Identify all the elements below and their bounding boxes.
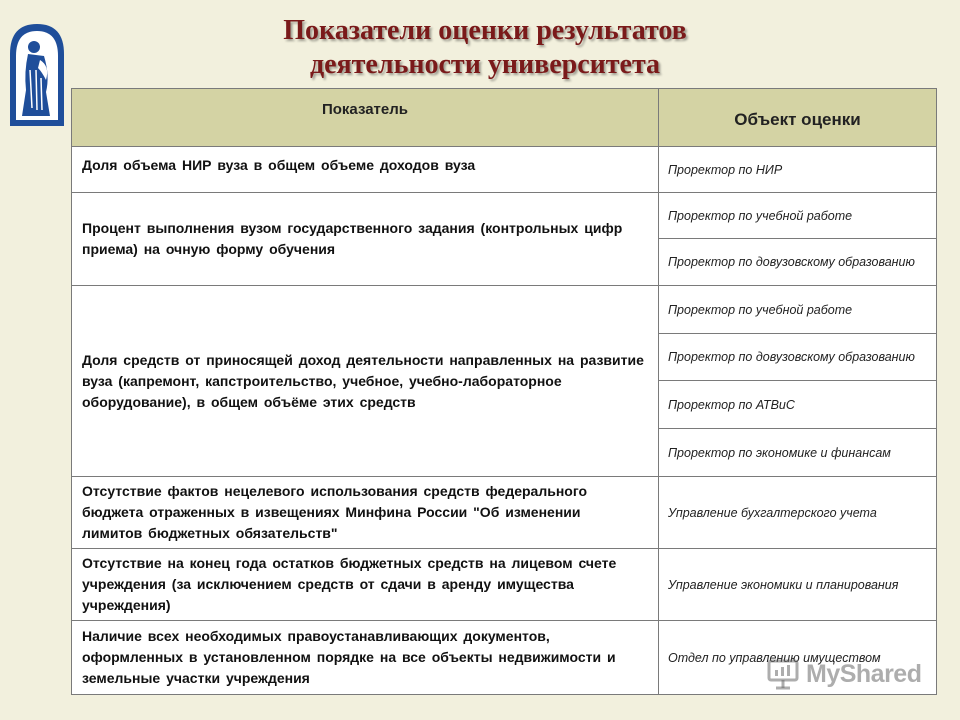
header-indicator: Показатель xyxy=(72,89,659,147)
watermark xyxy=(766,656,926,692)
table-row xyxy=(72,286,937,334)
indicator-cell: Отсутствие фактов нецелевого использования средств федерального бюджета отраженных в извещениях Минфина России "Об изменении лимитов бюджетных обязательств" xyxy=(72,477,659,549)
presentation-icon xyxy=(766,657,800,691)
object-cell: Проректор по довузовскому образованию xyxy=(659,239,937,286)
watermark-text: MyShared xyxy=(806,660,922,688)
university-logo xyxy=(6,20,68,128)
indicator-cell: Наличие всех необходимых правоустанавливающих документов, оформленных в установленном порядке на все объекты недвижимости и земельные участки учреждения xyxy=(72,621,659,695)
object-cell: Управление экономики и планирования xyxy=(659,549,937,621)
object-cell: Проректор по экономике и финансам xyxy=(659,429,937,477)
title-line-1: Показатели оценки результатов xyxy=(283,15,687,46)
indicators-table xyxy=(71,88,937,695)
object-cell: Проректор по довузовскому образованию xyxy=(659,334,937,381)
indicator-cell: Доля средств от приносящей доход деятельности направленных на развитие вуза (капремонт, капстроительство, учебное, учебно-лабораторное оборудование), в общем объёме этих средств xyxy=(72,286,659,477)
header-object: Объект оценки xyxy=(659,89,937,147)
title-line-2: деятельности университета xyxy=(309,49,661,80)
indicator-cell: Доля объема НИР вуза в общем объеме доходов вуза xyxy=(72,147,659,193)
indicator-cell: Отсутствие на конец года остатков бюджетных средств на лицевом счете учреждения (за исключением средств от сдачи в аренду имущества учреждения) xyxy=(72,549,659,621)
object-cell: Проректор по АТВиС xyxy=(659,381,937,429)
object-cell: Проректор по учебной работе xyxy=(659,193,937,239)
table-row xyxy=(72,477,937,549)
object-cell: Проректор по учебной работе xyxy=(659,286,937,334)
page-title xyxy=(180,14,790,82)
object-cell: Управление бухгалтерского учета xyxy=(659,477,937,549)
table-header-row xyxy=(72,89,937,147)
table-row xyxy=(72,549,937,621)
indicator-cell: Процент выполнения вузом государственного задания (контрольных цифр приема) на очную форму обучения xyxy=(72,193,659,286)
object-cell: Отдел по управлению имуществом xyxy=(659,621,937,695)
table-row xyxy=(72,193,937,239)
object-cell: Проректор по НИР xyxy=(659,147,937,193)
table-row xyxy=(72,147,937,193)
